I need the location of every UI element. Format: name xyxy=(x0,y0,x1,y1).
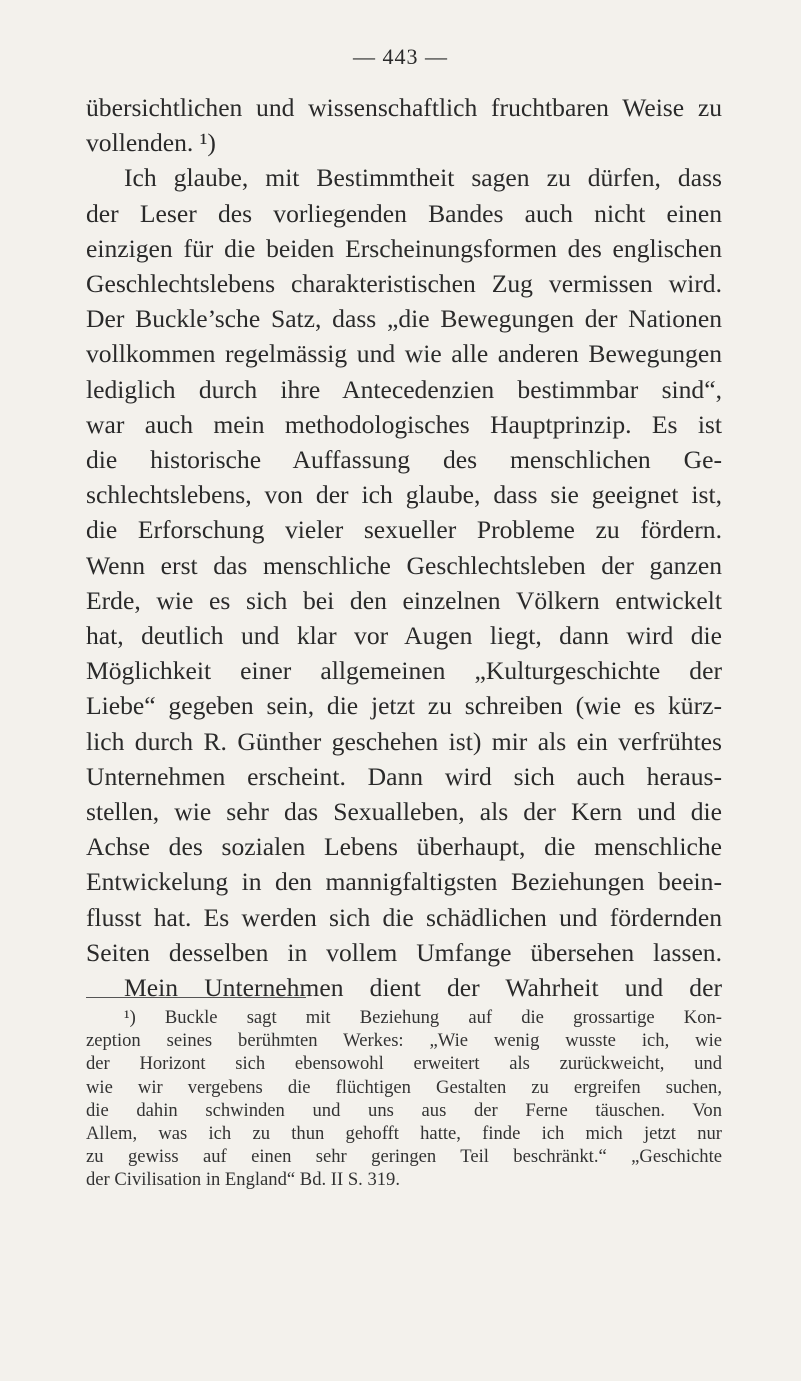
footnote-line: zu gewiss auf einen sehr geringen Teil beschränkt.“ „Geschichte xyxy=(86,1146,722,1168)
footnote-divider xyxy=(86,997,306,998)
text-line: Ich glaube, mit Bestimmtheit sagen zu dürfen, dass xyxy=(124,163,722,193)
text-line: stellen, wie sehr das Sexualleben, als der Kern und die xyxy=(86,797,722,827)
text-line: vollenden. ¹) xyxy=(86,128,216,158)
footnote xyxy=(86,1006,722,1192)
footnote-line: ¹) Buckle sagt mit Beziehung auf die grossartige Kon- xyxy=(124,1007,722,1028)
text-line: hat, deutlich und klar vor Augen liegt, dann wird die xyxy=(86,621,722,651)
text-line: Wenn erst das menschliche Geschlechtsleben der ganzen xyxy=(86,550,722,580)
footnote-line: der Civilisation in England“ Bd. II S. 319. xyxy=(86,1169,400,1191)
footnote-line: Allem, was ich zu thun gehofft hatte, finde ich mich jetzt nur xyxy=(86,1123,722,1145)
text-line: übersichtlichen und wissenschaftlich fruchtbaren Weise zu xyxy=(86,93,722,122)
footnote-line: die dahin schwinden und uns aus der Ferne täuschen. Von xyxy=(86,1099,722,1121)
text-line: Mein Unternehmen dient der Wahrheit und der xyxy=(124,973,722,1003)
footnote-line: der Horizont sich ebensowohl erweitert als zurückweicht, und xyxy=(86,1053,722,1075)
text-line: schlechtslebens, von der ich glaube, dass sie geeignet ist, xyxy=(86,480,722,510)
text-line: war auch mein methodologisches Hauptprinzip. Es ist xyxy=(86,409,722,439)
text-line: Liebe“ gegeben sein, die jetzt zu schreiben (wie es kürz- xyxy=(86,691,722,721)
text-line: die historische Auffassung des menschlichen Ge- xyxy=(86,445,722,475)
text-line: einzigen für die beiden Erscheinungsformen des englischen xyxy=(86,233,722,263)
text-line: der Leser des vorliegenden Bandes auch nicht einen xyxy=(86,198,722,228)
footnote-line: wie wir vergebens die flüchtigen Gestalten zu ergreifen suchen, xyxy=(86,1076,722,1098)
footnote-line: zeption seines berühmten Werkes: „Wie wenig wusste ich, wie xyxy=(86,1030,722,1052)
text-line: lediglich durch ihre Antecedenzien bestimmbar sind“, xyxy=(86,374,722,404)
text-line: die Erforschung vieler sexueller Probleme zu fördern. xyxy=(86,515,722,545)
text-line: vollkommen regelmässig und wie alle anderen Bewegungen xyxy=(86,339,722,369)
main-text xyxy=(86,90,722,1005)
text-line: lich durch R. Günther geschehen ist) mir als ein verfrühtes xyxy=(86,726,722,756)
text-line: Geschlechtslebens charakteristischen Zug vermissen wird. xyxy=(86,269,722,299)
text-line: Achse des sozialen Lebens überhaupt, die menschliche xyxy=(86,832,722,862)
text-line: flusst hat. Es werden sich die schädlichen und fördernden xyxy=(86,902,722,932)
text-line: Seiten desselben in vollem Umfange übersehen lassen. xyxy=(86,937,722,967)
page-number: — 443 — xyxy=(353,44,448,69)
text-line: Entwickelung in den mannigfaltigsten Beziehungen beein- xyxy=(86,867,722,897)
text-line: Erde, wie es sich bei den einzelnen Völkern entwickelt xyxy=(86,585,722,615)
text-line: Unternehmen erscheint. Dann wird sich auch heraus- xyxy=(86,761,722,791)
text-line: Der Buckle’sche Satz, dass „die Bewegungen der Nationen xyxy=(86,304,722,334)
text-line: Möglichkeit einer allgemeinen „Kulturgeschichte der xyxy=(86,656,722,686)
